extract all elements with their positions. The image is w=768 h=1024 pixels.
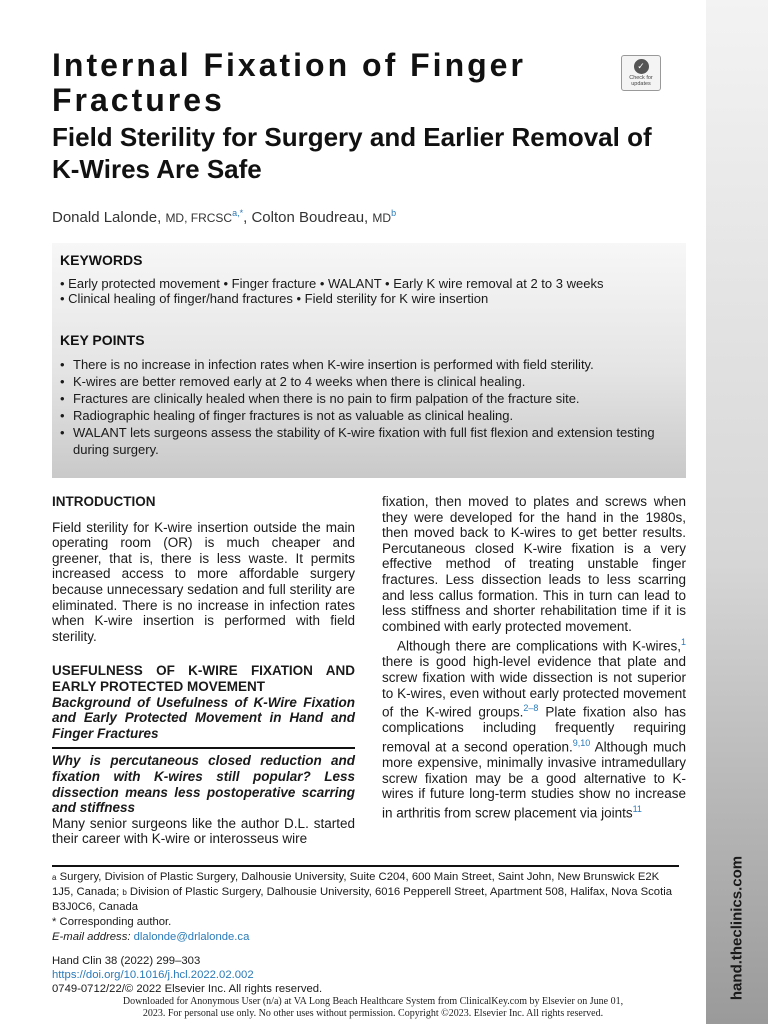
reference-link[interactable]: 11 — [632, 803, 642, 814]
author-1-affiliation[interactable]: a,* — [232, 208, 244, 218]
background-subheading: Background of Usefulness of K-Wire Fixation and Early Protected Movement in Hand and Finger Fractures — [52, 694, 355, 741]
download-notice-line-2: 2023. For personal use only. No other uses without permission. Copyright ©2023. Elsevier Inc. All rights reserved. — [142, 1008, 604, 1019]
email-label: E-mail address: — [52, 931, 131, 943]
reference-link[interactable]: 1 — [680, 637, 686, 648]
reference-link[interactable]: 2–8 — [523, 703, 539, 714]
article-subtitle: Field Sterility for Surgery and Earlier Removal of K-Wires Are Safe — [52, 122, 652, 184]
key-point-item: • Radiographic healing of finger fractures is not as valuable as clinical healing. — [60, 407, 682, 424]
right-column — [382, 494, 686, 821]
article-title: Internal Fixation of Finger Fractures — [52, 47, 526, 118]
email-link[interactable]: dlalonde@drlalonde.ca — [133, 931, 250, 943]
right-paragraph-1: fixation, then moved to plates and screws when they were developed for the hand in the 1980s, then moved back to K-wires to get better results. Percutaneous closed K-wire fixation is a very effective method of treating unstable finger fractures. Less dissection leads to less scarring and less callus formation. This in turn can lead to less stiffness and shorter rehabilitation time if it is combined with early protected movement. — [382, 494, 686, 634]
introduction-heading: INTRODUCTION — [52, 494, 156, 509]
key-point-item: • K-wires are better removed early at 2 to 4 weeks when there is clinical healing. — [60, 373, 682, 390]
affiliation-a-text: Surgery, Division of Plastic Surgery, Dalhousie University, Suite C204, 600 Main Street, Saint John, New Brunswick E2K 1J5, Canada; — [52, 871, 660, 898]
key-points-list — [60, 356, 682, 458]
keywords-heading: KEYWORDS — [60, 252, 143, 268]
badge-label: Check for updates — [629, 75, 653, 87]
p2-text-b: there is good high-level evidence that plate and screw fixation with wide dissection is not superior to K-wires, even without early protected movement of the K-wired groups. — [382, 654, 686, 720]
key-points-heading: KEY POINTS — [60, 332, 145, 348]
p2-text-c: Plate fixation also has complications including frequently requiring removal at a second operation. — [382, 704, 686, 755]
p2-text-a: Although there are complications with K-wires, — [397, 638, 681, 654]
corresponding-author: * Corresponding author. — [52, 916, 172, 928]
right-paragraph-2 — [382, 635, 686, 821]
keywords-line-1: • Early protected movement • Finger fracture • WALANT • Early K wire removal at 2 to 3 weeks — [60, 276, 604, 291]
author-line — [52, 208, 396, 226]
copyright-line: 0749-0712/22/© 2022 Elsevier Inc. All rights reserved. — [52, 983, 323, 995]
key-point-item: • WALANT lets surgeons assess the stability of K-wire fixation with full fist flexion and extension testing during surgery. — [60, 424, 682, 458]
why-subheading: Why is percutaneous closed reduction and fixation with K-wires still popular? Less dissection means less postoperative scarring and stiffness — [52, 753, 355, 816]
usefulness-heading: USEFULNESS OF K-WIRE FIXATION AND EARLY PROTECTED MOVEMENT — [52, 663, 355, 694]
p2-text-d: Although much more expensive, minimally invasive intramedullary screw fixation may be a good alternative to K-wires if future long-term studies show no increase in arthritis from screw placement via joints — [382, 739, 686, 821]
download-notice — [40, 996, 706, 1020]
why-text: Many senior surgeons like the author D.L. started their career with K-wire or interosseus wire — [52, 815, 355, 847]
reference-link[interactable]: 9,10 — [572, 737, 591, 748]
journal-citation: Hand Clin 38 (2022) 299–303 — [52, 955, 201, 967]
author-2-affiliation[interactable]: b — [391, 208, 397, 218]
key-point-item: • Fractures are clinically healed when there is no pain to firm palpation of the fracture site. — [60, 390, 682, 407]
download-notice-line-1: Downloaded for Anonymous User (n/a) at VA Long Beach Healthcare System from ClinicalKey.com by Elsevier on June 01, — [122, 996, 624, 1007]
check-for-updates-icon: ✓ — [634, 59, 649, 74]
affiliation-b-text: Division of Plastic Surgery, Dalhousie University, 6016 Pepperell Street, Apartment 508, Halifax, Nova Scotia B3J0C6, Canada — [52, 886, 673, 913]
affiliations-footnote — [52, 870, 682, 915]
keywords-keypoints-box — [52, 243, 686, 478]
author-1-credentials: MD, FRCSC — [165, 211, 233, 225]
doi-link[interactable]: https://doi.org/10.1016/j.hcl.2022.02.002 — [52, 969, 254, 981]
key-point-item: • There is no increase in infection rates when K-wire insertion is performed with field sterility. — [60, 356, 682, 373]
introduction-text: Field sterility for K-wire insertion outside the main operating room (OR) is much cheaper and greener, that is, there is less waste. It permits increased access to more affordable surgery because unnecessary sedation and full sterility are eliminated. There is no increase in infection rates when K-wire insertion is performed with field sterility. — [52, 519, 355, 644]
check-for-updates-badge[interactable] — [621, 55, 661, 91]
author-2-credentials: MD — [372, 211, 392, 225]
email-line — [52, 930, 682, 945]
journal-site-label: hand.theclinics.com — [728, 855, 746, 1001]
doi-line — [52, 968, 682, 983]
footnote-rule — [52, 865, 679, 867]
affiliation-a-marker: a — [52, 873, 57, 882]
author-2-name: , Colton Boudreau, — [243, 209, 369, 226]
author-1-name: Donald Lalonde, — [52, 209, 162, 226]
affiliation-b-marker: b — [122, 888, 127, 897]
left-column — [52, 494, 355, 847]
section-rule — [52, 747, 355, 749]
keywords-line-2: • Clinical healing of finger/hand fractures • Field sterility for K wire insertion — [60, 291, 489, 306]
